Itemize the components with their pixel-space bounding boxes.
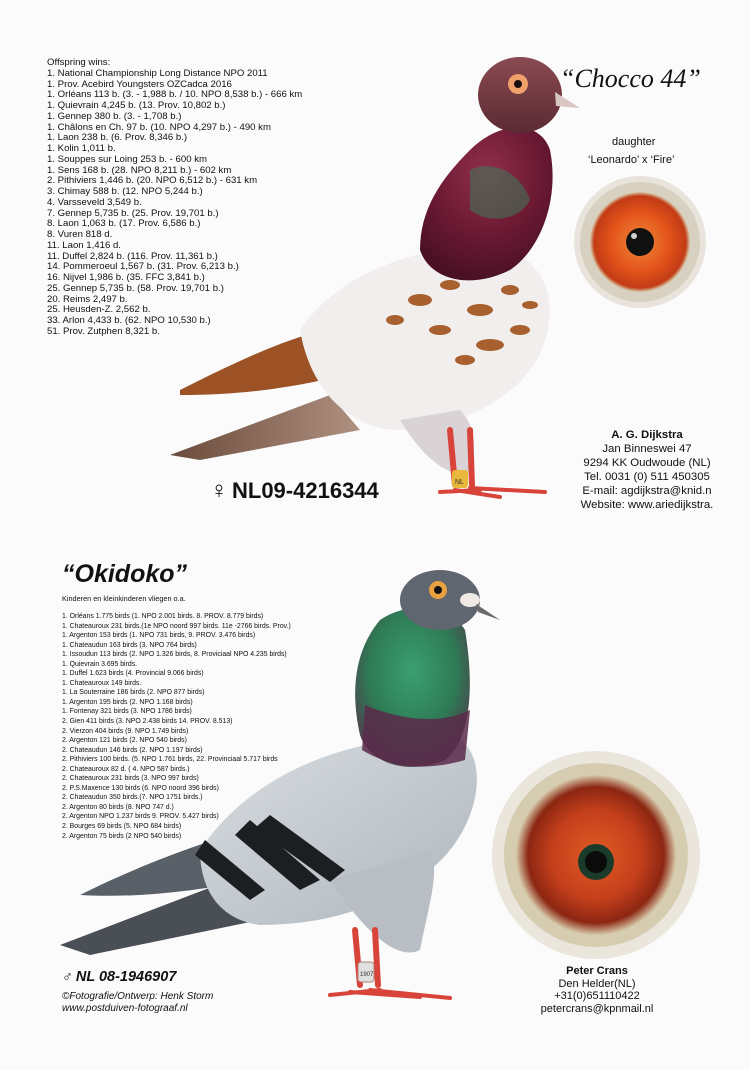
list-item: 3. Chimay 588 b. (12. NPO 5,244 b.) xyxy=(47,186,203,197)
list-item: 1. Sens 168 b. (28. NPO 8,211 b.) - 602 km xyxy=(47,164,232,176)
okidoko-leg-band-text: 1907 xyxy=(360,972,374,978)
contact-website[interactable]: Website: www.ariedijkstra. xyxy=(580,499,714,511)
list-item: 2. Pithiviers 100 birds. (5. NPO 1.761 birds, 22. Provinciaal 5.717 birds xyxy=(62,756,278,764)
contact-city: Den Helder(NL) xyxy=(558,977,636,990)
okidoko-ring-number xyxy=(62,969,176,985)
list-item: 1. Gennep 380 b. (3. - 1,708 b.) xyxy=(47,110,182,122)
list-item: 1. Quievrain 4,245 b. (13. Prov. 10,802 b.) xyxy=(47,100,226,111)
list-item: 2. Chateaudun 146 birds (2. NPO 1.197 birds) xyxy=(62,746,203,754)
contact-city: 9294 KK Oudwoude (NL) xyxy=(583,457,711,469)
list-item: 4. Varsseveld 3,549 b. xyxy=(47,196,142,208)
offspring-wins-list xyxy=(47,58,377,338)
contact-email[interactable]: petercrans@kpnmail.nl xyxy=(540,1002,654,1015)
list-item: 2. Bourges 69 birds (5. NPO 684 birds) xyxy=(62,823,182,831)
crans-contact-block xyxy=(492,965,702,1015)
list-item: 2. Pithiviers 1,446 b. (20. NPO 6,512 b.) - 631 km xyxy=(47,175,258,187)
contact-name: A. G. Dijkstra xyxy=(611,429,683,441)
okidoko-wins-list xyxy=(62,612,382,841)
chocco-leg-band-text: NL xyxy=(455,479,464,486)
male-icon: ♂ xyxy=(62,969,73,985)
offspring-wins-heading: Offspring wins: xyxy=(47,57,111,68)
list-item: 2. Argenton 121 birds (2. NPO 540 birds) xyxy=(62,737,187,745)
female-icon: ♀ xyxy=(210,477,228,504)
list-item: 1. Argenton 153 birds (1. NPO 731 birds, 9. PROV. 3.476 birds) xyxy=(62,632,256,640)
credit-text: ©Fotografie/Ontwerp: Henk Storm xyxy=(62,991,214,1002)
list-item: 8. Laon 1,063 b. (17. Prov. 6,586 b.) xyxy=(47,218,201,230)
list-item: 16. Nijvel 1,986 b. (35. FFC 3,841 b.) xyxy=(47,272,205,283)
contact-name: Peter Crans xyxy=(566,965,628,977)
list-item: 1. La Souterraine 186 birds (2. NPO 877 birds) xyxy=(62,689,205,697)
list-item: 1. Chateauroux 149 birds. xyxy=(62,679,142,687)
chocco-name-title: “Chocco 44” xyxy=(560,64,701,93)
list-item: 7. Gennep 5,735 b. (25. Prov. 19,701 b.) xyxy=(47,207,219,219)
list-item: 1. Prov. Acebird Youngsters OZCadca 2016 xyxy=(47,78,232,90)
contact-phone: +31(0)651110422 xyxy=(554,990,640,1002)
list-item: 2. Argenton 80 birds (8. NPO 747 d.) xyxy=(62,803,174,811)
chocco-ring-number xyxy=(210,477,379,505)
list-item: 11. Duffel 2,824 b. (116. Prov. 11,361 b.) xyxy=(47,250,218,262)
photo-credit xyxy=(62,991,213,1015)
okidoko-eye-closeup xyxy=(492,751,700,959)
list-item: 1. Orléans 1.775 birds (1. NPO 2.001 birds. 8. PROV. 8.779 birds) xyxy=(62,613,264,620)
list-item: 1. Duffel 1.623 birds (4. Provincial 9.066 birds) xyxy=(62,670,204,678)
okidoko-subtitle: Kinderen en kleinkinderen vliegen o.a. xyxy=(62,594,186,603)
list-item: 51. Prov. Zutphen 8,321 b. xyxy=(47,325,160,337)
list-item: 2. P.S.Maxence 130 birds (6. NPO noord 396 birds) xyxy=(62,784,219,792)
list-item: 2. Chateauroux 82 d. ( 4. NPO 587 birds.) xyxy=(62,765,190,773)
contact-tel: Tel. 0031 (0) 511 450305 xyxy=(584,471,710,483)
list-item: 2. Chateaudun 350 birds.(7. NPO 1751 birds.) xyxy=(62,794,203,802)
list-item: 1. Laon 238 b. (6. Prov. 8,346 b.) xyxy=(47,132,188,144)
list-item: 1. National Championship Long Distance NPO 2011 xyxy=(47,67,268,79)
list-item: 33. Arlon 4,433 b. (62. NPO 10,530 b.) xyxy=(47,315,211,326)
chocco-ring-text: NL09-4216344 xyxy=(232,478,379,503)
list-item: 2. Argenton NPO 1.237 birds 9. PROV. 5.427 birds) xyxy=(62,813,219,821)
okidoko-ring-text: NL 08-1946907 xyxy=(75,969,177,985)
list-item: 2. Chateauroux 231 birds (3. NPO 997 birds) xyxy=(62,775,199,783)
list-item: 1. Issoudun 113 birds (2. NPO 1.326 birds, 8. Proviciaal NPO 4.235 birds) xyxy=(62,651,287,659)
list-item: 14. Pommeroeul 1,567 b. (31. Prov. 6,213 b.) xyxy=(47,261,239,273)
list-item: 1. Kolin 1,011 b. xyxy=(47,143,116,154)
contact-email[interactable]: E-mail: agdijkstra@knid.n xyxy=(582,485,712,497)
list-item: 1. Chateaudun 163 birds (3. NPO 764 birds) xyxy=(62,641,197,649)
list-item: 25. Gennep 5,735 b. (58. Prov. 19,701 b.) xyxy=(47,282,224,294)
okidoko-name-title: “Okidoko” xyxy=(62,560,188,588)
daughter-label: daughter xyxy=(612,136,656,148)
list-item: 1. Souppes sur Loing 253 b. - 600 km xyxy=(47,153,207,165)
dijkstra-contact-block xyxy=(552,428,742,512)
list-item: 11. Laon 1,416 d. xyxy=(47,239,121,251)
list-item: 1. Fontenay 321 birds (3. NPO 1786 birds) xyxy=(62,708,192,716)
list-item: 1. Orléans 113 b. (3. - 1,988 b. / 10. NPO 8,538 b.) - 666 km xyxy=(47,89,303,101)
list-item: 1. Châlons en Ch. 97 b. (10. NPO 4,297 b.) - 490 km xyxy=(47,121,271,133)
parents-label: ‘Leonardo’ x ‘Fire’ xyxy=(588,154,675,166)
list-item: 2. Vierzon 404 birds (9. NPO 1.749 birds) xyxy=(62,727,189,735)
list-item: 25. Heusden-Z. 2,562 b. xyxy=(47,304,151,316)
credit-url[interactable]: www.postduiven-fotograaf.nl xyxy=(62,1003,188,1014)
list-item: 1. Chateauroux 231 birds.(1e NPO noord 997 birds. 11e -2766 birds. Prov.) xyxy=(62,622,291,630)
list-item: 2. Argenton 75 birds (2 NPO 540 birds) xyxy=(62,832,182,840)
list-item: 1. Quievrain 3.695 birds. xyxy=(62,660,138,668)
contact-street: Jan Binneswei 47 xyxy=(602,443,692,455)
list-item: 8. Vuren 818 d. xyxy=(47,229,113,240)
list-item: 20. Reims 2,497 b. xyxy=(47,293,128,305)
list-item: 1. Argenton 195 birds (2. NPO 1.168 birds) xyxy=(62,698,193,706)
chocco-eye-closeup xyxy=(574,176,706,308)
list-item: 2. Gien 411 birds (3. NPO 2.438 birds 14. PROV. 8.513) xyxy=(62,718,233,726)
